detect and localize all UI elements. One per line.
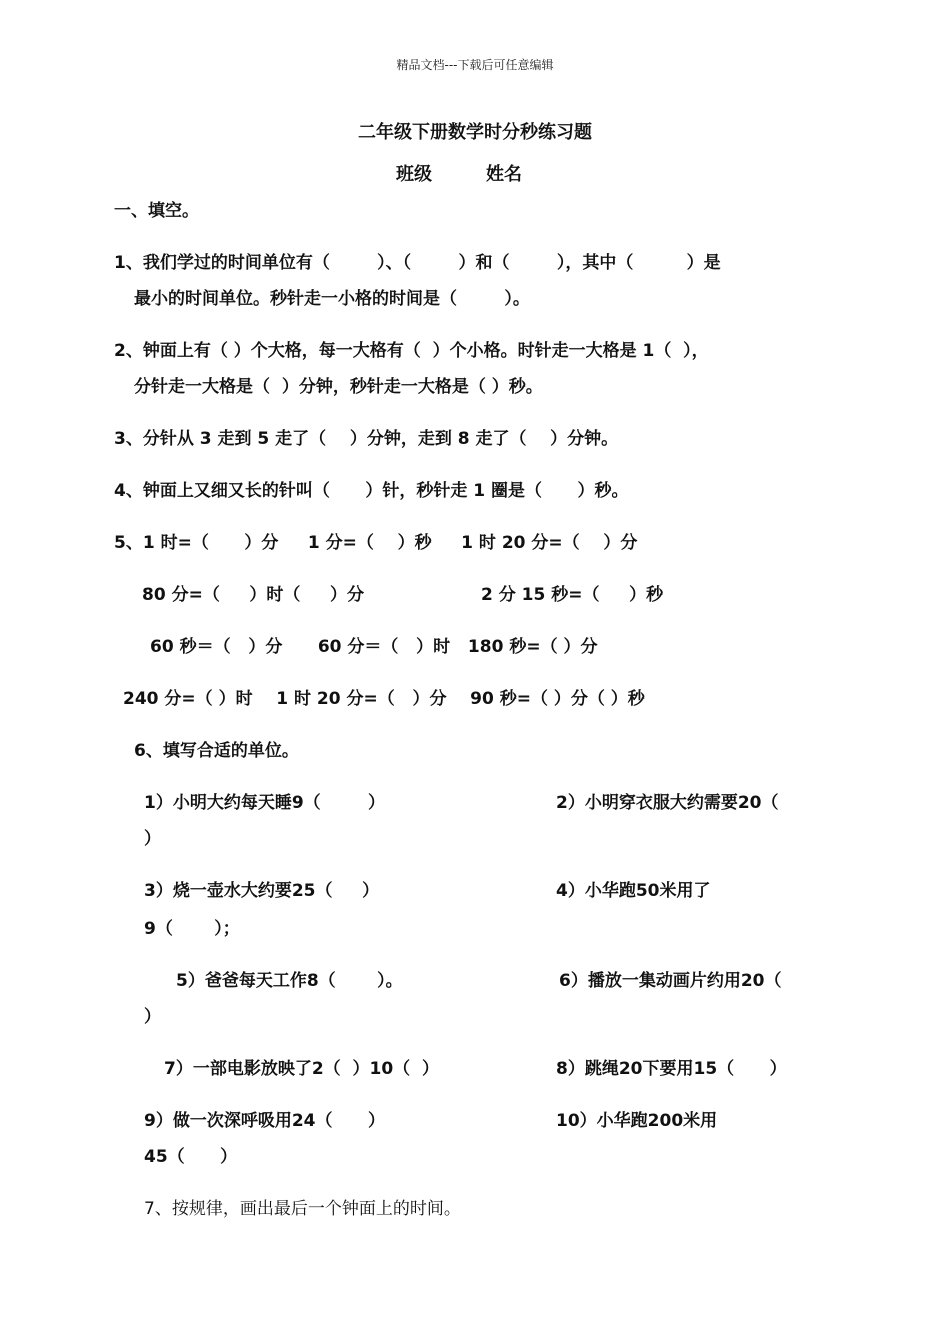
question-7: 7、按规律，画出最后一个钟面上的时间。 xyxy=(144,1199,461,1219)
question-4: 4、钟面上又细又长的针叫（ ）针，秒针走 1 圈是（ ）秒。 xyxy=(114,481,629,501)
section-heading: 一、填空。 xyxy=(114,201,199,221)
question-5-line-2b: 2 分 15 秒=（ ）秒 xyxy=(481,585,664,605)
q6-item-4: 4）小华跑50米用了 xyxy=(556,881,711,901)
question-3: 3、分针从 3 走到 5 走了（ ）分钟，走到 8 走了（ ）分钟。 xyxy=(114,429,619,449)
class-label: 班级 xyxy=(396,164,432,185)
question-1-line-2: 最小的时间单位。秒针走一小格的时间是（ ）。 xyxy=(134,289,530,309)
q6-item-2: 2）小明穿衣服大约需要20（ xyxy=(556,793,779,813)
question-1-line-1: 1、我们学过的时间单位有（ ）、（ ）和（ ），其中（ ）是 xyxy=(114,253,721,273)
q6-item-10: 10）小华跑200米用 xyxy=(556,1111,718,1131)
question-2-line-2: 分针走一大格是（ ）分钟，秒针走一大格是（ ）秒。 xyxy=(134,377,543,397)
worksheet-title: 二年级下册数学时分秒练习题 xyxy=(358,122,592,143)
q6-item-5: 5）爸爸每天工作8（ ）。 xyxy=(176,971,403,991)
q6-item-9: 9）做一次深呼吸用24（ ） xyxy=(144,1111,385,1131)
q6-item-3: 3）烧一壶水大约要25（ ） xyxy=(144,881,380,901)
q6-item-10-continuation: 45（ ） xyxy=(144,1147,238,1167)
name-label: 姓名 xyxy=(486,164,522,185)
q6-item-8: 8）跳绳20下要用15（ ） xyxy=(556,1059,787,1079)
q6-item-2-continuation: ） xyxy=(144,829,161,849)
question-6-title: 6、填写合适的单位。 xyxy=(134,741,299,761)
q6-item-6: 6）播放一集动画片约用20（ xyxy=(559,971,782,991)
page-header: 精品文档---下载后可任意编辑 xyxy=(396,58,554,72)
question-5-line-1: 5、1 时=（ ）分 1 分=（ ）秒 1 时 20 分=（ ）分 xyxy=(114,533,638,553)
question-2-line-1: 2、钟面上有（ ）个大格，每一大格有（ ）个小格。时针走一大格是 1（ ）， xyxy=(114,341,709,361)
q6-item-1: 1）小明大约每天睡9（ ） xyxy=(144,793,386,813)
q6-item-4-continuation: 9（ ）； xyxy=(144,919,240,939)
q6-item-7: 7）一部电影放映了2（ ）10（ ） xyxy=(164,1059,439,1079)
q6-item-6-continuation: ） xyxy=(144,1007,161,1027)
question-5-line-3: 60 秒＝（ ）分 60 分＝（ ）时 180 秒=（ ）分 xyxy=(150,637,598,657)
question-5-line-2a: 80 分=（ ）时（ ）分 xyxy=(142,585,365,605)
question-5-line-4: 240 分=（ ）时 1 时 20 分=（ ）分 90 秒=（ ）分（ ）秒 xyxy=(123,689,645,709)
